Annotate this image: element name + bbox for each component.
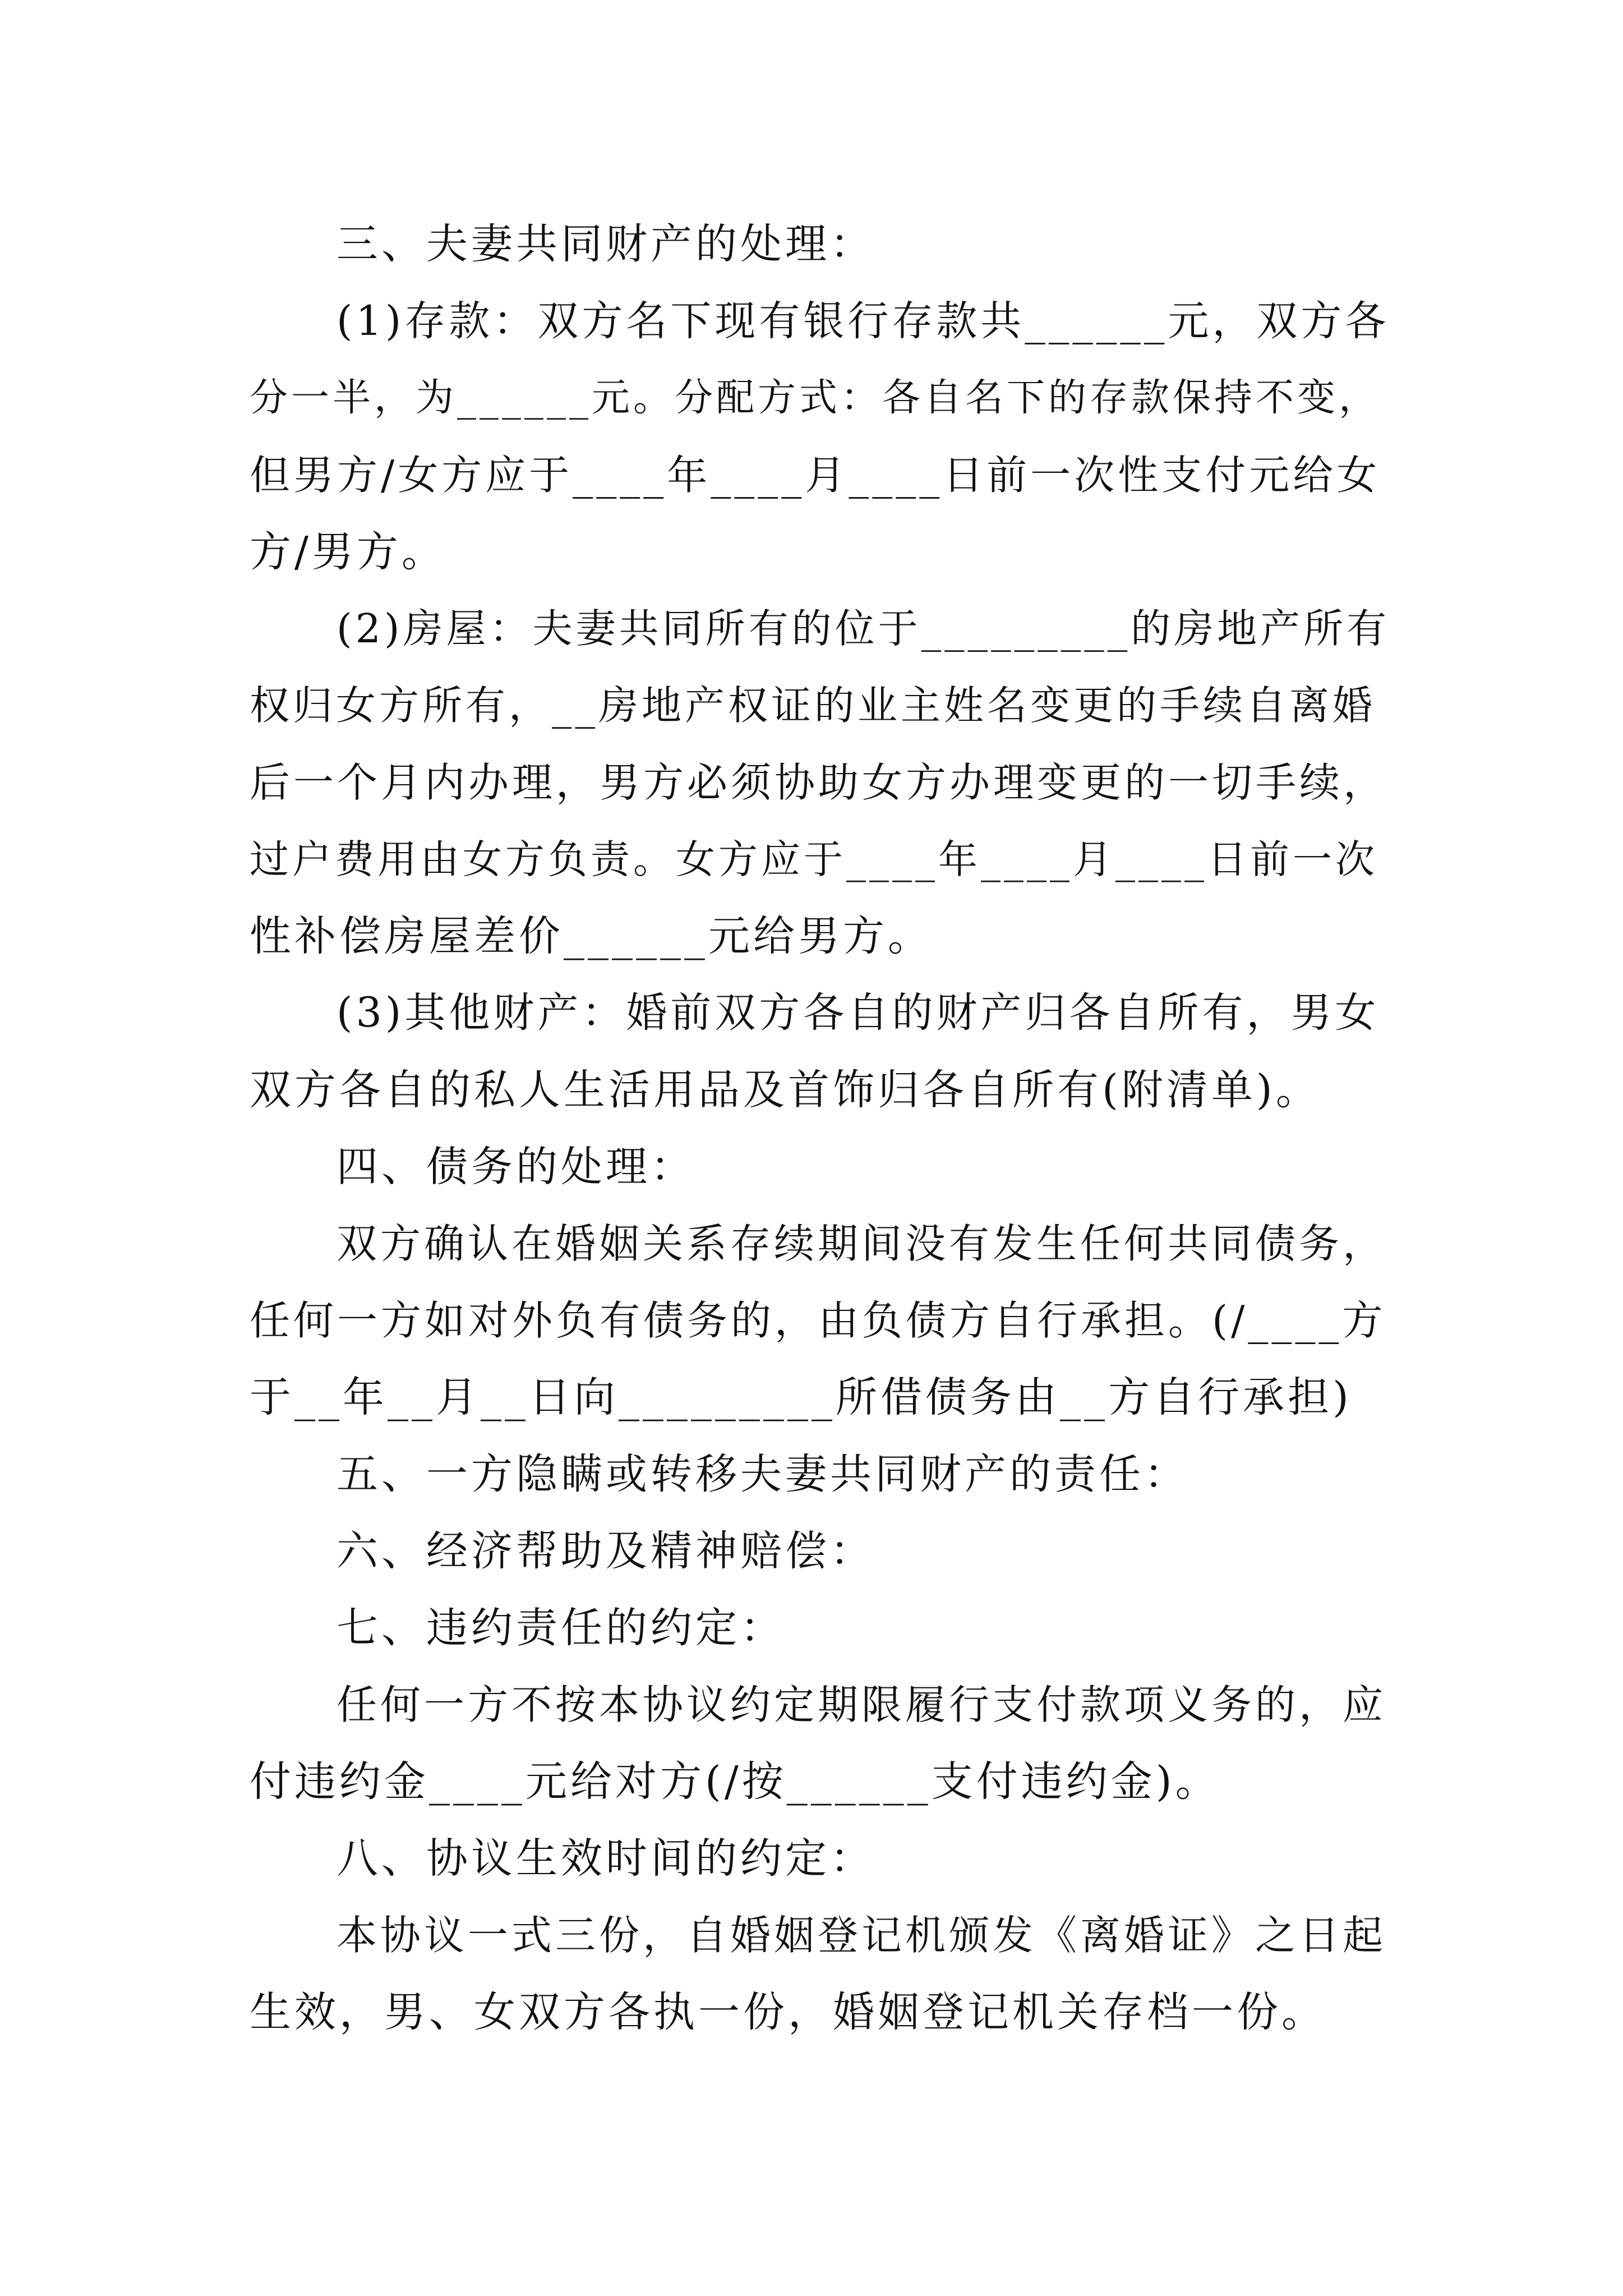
- paragraph-line: 权归女方所有，__房地产权证的业主姓名变更的手续自离婚: [250, 682, 1376, 729]
- paragraph-line: 本协议一式三份，自婚姻登记机颁发《离婚证》之日起: [336, 1912, 1387, 1959]
- section-heading-effective: 八、协议生效时间的约定：: [336, 1834, 875, 1883]
- paragraph-line: 生效，男、女双方各执一份，婚姻登记机关存档一份。: [250, 1988, 1326, 2036]
- section-heading-breach: 七、违约责任的约定：: [336, 1604, 785, 1652]
- paragraph-line: 方/男方。: [250, 528, 446, 576]
- paragraph-line: 付违约金____元给对方(/按______支付违约金)。: [250, 1757, 1220, 1806]
- section-heading-property: 三、夫妻共同财产的处理：: [336, 220, 875, 268]
- section-heading-compensation: 六、经济帮助及精神赔偿：: [336, 1527, 875, 1575]
- paragraph-line: 过户费用由女方负责。女方应于____年____月____日前一次: [250, 836, 1378, 882]
- paragraph-line: (3)其他财产：婚前双方各自的财产归各自所有，男女: [336, 989, 1380, 1037]
- paragraph-line: 分一半，为______元。分配方式：各自名下的存款保持不变，: [250, 376, 1381, 420]
- paragraph-line: 任何一方如对外负有债务的，由负债方自行承担。(/____方: [250, 1297, 1386, 1344]
- paragraph-line: (2)房屋：夫妻共同所有的位于_________的房地产所有: [336, 605, 1390, 652]
- section-heading-debt: 四、债务的处理：: [336, 1143, 695, 1191]
- paragraph-line: 后一个月内办理，男方必须协助女方办理变更的一切手续，: [250, 759, 1387, 806]
- paragraph-line: 于__年__月__日向_________所借债务由__方自行承担): [250, 1373, 1352, 1421]
- paragraph-line: (1)存款：双方名下现有银行存款共______元，双方各: [336, 297, 1390, 345]
- section-heading-concealment: 五、一方隐瞒或转移夫妻共同财产的责任：: [336, 1450, 1189, 1498]
- paragraph-line: 任何一方不按本协议约定期限履行支付款项义务的，应: [336, 1681, 1387, 1728]
- paragraph-line: 性补偿房屋差价______元给男方。: [250, 912, 933, 960]
- paragraph-line: 但男方/女方应于____年____月____日前一次性支付元给女: [250, 452, 1381, 499]
- paragraph-line: 双方各自的私人生活用品及首饰归各自所有(附清单)。: [250, 1066, 1321, 1114]
- paragraph-line: 双方确认在婚姻关系存续期间没有发生任何共同债务，: [336, 1220, 1387, 1267]
